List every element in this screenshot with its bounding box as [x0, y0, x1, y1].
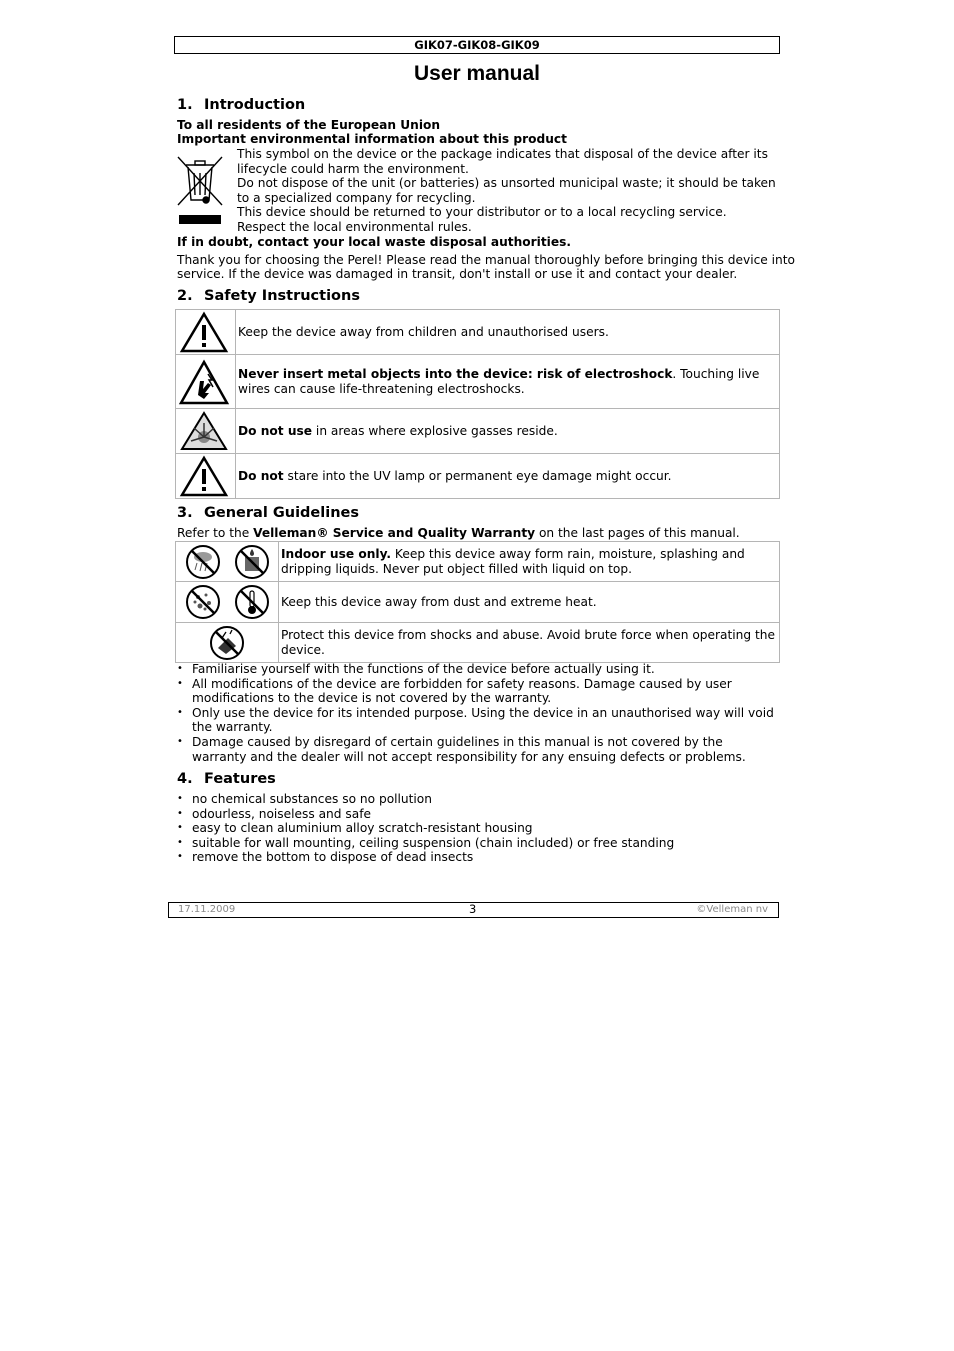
warranty-reference: Refer to the Velleman® Service and Quality Warranty on the last pages of this manual.: [177, 526, 740, 540]
no-heat-icon: [233, 583, 271, 621]
no-dust-icon: [184, 583, 222, 621]
env-info-heading: Important environmental information about this product: [177, 132, 567, 146]
guideline-text: Keep this device away from dust and extreme heat.: [279, 582, 780, 623]
document-header: GIK07-GIK08-GIK09: [174, 36, 780, 54]
guidelines-bullet-list: [177, 662, 781, 764]
guideline-row: [176, 542, 780, 582]
safety-row: [176, 310, 780, 355]
section-heading-guidelines: 3. General Guidelines: [177, 505, 359, 521]
safety-text: Never insert metal objects into the device: risk of electroshock. Touching live wires can cause life-threatening electroshocks.: [236, 355, 780, 409]
page-footer: [168, 902, 779, 918]
doubt-text: If in doubt, contact your local waste disposal authorities.: [177, 235, 571, 249]
safety-row: [176, 355, 780, 409]
list-item: • Only use the device for its intended purpose. Using the device in an unauthorised way will void the warranty.: [177, 706, 781, 735]
features-bullet-list: [177, 792, 781, 865]
explosive-warning-icon: [176, 409, 236, 454]
list-item: • All modifications of the device are forbidden for safety reasons. Damage caused by user modifications to the device is not covered by the warranty.: [177, 677, 781, 706]
thanks-line-2: service. If the device was damaged in transit, don't install or use it and contact your dealer.: [177, 267, 738, 281]
guidelines-table: [175, 541, 780, 663]
list-item: • suitable for wall mounting, ceiling suspension (chain included) or free standing: [177, 836, 781, 851]
no-shock-icon: [208, 624, 246, 662]
safety-row: [176, 409, 780, 454]
guideline-text: Protect this device from shocks and abuse. Avoid brute force when operating the device.: [279, 623, 780, 663]
guideline-text: Indoor use only. Keep this device away form rain, moisture, splashing and dripping liquids. Never put object filled with liquid on top.: [279, 542, 780, 582]
list-item: • Familiarise yourself with the functions of the device before actually using it.: [177, 662, 781, 677]
guideline-icons: [176, 542, 279, 582]
no-liquid-icon: [233, 543, 271, 581]
safety-text: Do not stare into the UV lamp or permanent eye damage might occur.: [236, 454, 780, 499]
guideline-row: [176, 582, 780, 623]
section-heading-features: 4. Features: [177, 771, 276, 787]
list-item: • easy to clean aluminium alloy scratch-resistant housing: [177, 821, 781, 836]
list-item: • remove the bottom to dispose of dead insects: [177, 850, 781, 865]
section-heading-introduction: 1. Introduction: [177, 97, 306, 113]
warning-icon: [176, 310, 236, 355]
footer-copyright: ©Velleman nv: [696, 904, 768, 915]
safety-row: [176, 454, 780, 499]
guideline-row: [176, 623, 780, 663]
safety-table: [175, 309, 780, 499]
thanks-line-1: Thank you for choosing the Perel! Please read the manual thoroughly before bringing this device into: [177, 253, 796, 267]
safety-text: Keep the device away from children and unauthorised users.: [236, 310, 780, 355]
list-item: • Damage caused by disregard of certain guidelines in this manual is not covered by the warranty and the dealer will not accept responsibility for any ensuing defects or problems.: [177, 735, 781, 764]
guideline-icons: [176, 623, 279, 663]
no-rain-icon: [184, 543, 222, 581]
electroshock-warning-icon: [176, 355, 236, 409]
weee-bin-icon: [176, 155, 224, 227]
footer-date: 17.11.2009: [178, 904, 236, 915]
guideline-icons: [176, 582, 279, 623]
list-item: • no chemical substances so no pollution: [177, 792, 781, 807]
page-number: 3: [469, 902, 477, 916]
weee-paragraph: This symbol on the device or the package indicates that disposal of the device after its lifecycle could harm the environment. Do not dispose of the unit (or batteries) as unsorted municipal waste; it should be taken to a specialized company for recycling. This device should be returned to your distributor or to a local recycling service. Respect the local environmental rules.: [237, 147, 776, 234]
warning-icon: [176, 454, 236, 499]
page-title: User manual: [413, 62, 541, 85]
list-item: • odourless, noiseless and safe: [177, 807, 781, 822]
eu-residents-text: To all residents of the European Union: [177, 118, 441, 132]
safety-text: Do not use in areas where explosive gasses reside.: [236, 409, 780, 454]
section-heading-safety: 2. Safety Instructions: [177, 288, 360, 304]
